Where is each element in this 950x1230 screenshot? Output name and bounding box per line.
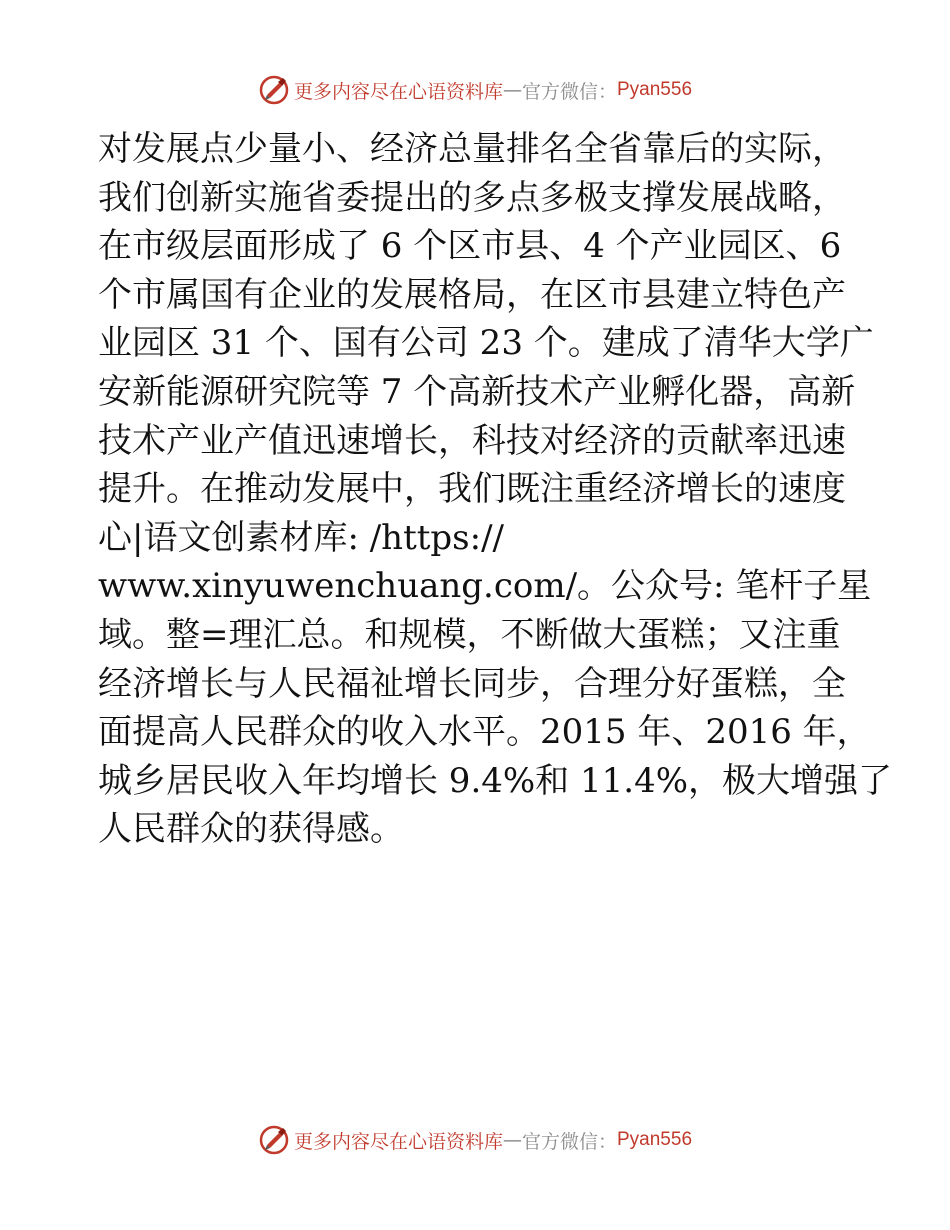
body-line: 域。整=理汇总。和规模，不断做大蛋糕；又注重 bbox=[98, 614, 841, 655]
header-dash: — bbox=[502, 79, 522, 101]
header-brand-text: 更多内容尽在心语资料库 bbox=[293, 80, 503, 103]
body-line: 提升。在推动发展中，我们既注重经济增长的速度 bbox=[98, 469, 846, 510]
footer-banner bbox=[0, 1120, 950, 1160]
footer-brand-text: 更多内容尽在心语资料库 bbox=[293, 1130, 503, 1153]
body-line: 面提高人民群众的收入水平。2015 年、2016 年， bbox=[98, 712, 871, 753]
body-line: 经济增长与人民福祉增长同步，合理分好蛋糕，全 bbox=[98, 663, 846, 704]
body-line: 个市属国有企业的发展格局，在区市县建立特色产 bbox=[98, 274, 846, 315]
body-line: 业园区 31 个、国有公司 23 个。建成了清华大学广 bbox=[98, 323, 874, 364]
brand-logo-icon bbox=[258, 74, 290, 106]
footer-wechat-label: 官方微信： bbox=[521, 1130, 617, 1153]
body-line: 技术产业产值迅速增长，科技对经济的贡献率迅速 bbox=[98, 420, 846, 461]
header-wechat-label: 官方微信： bbox=[521, 80, 617, 103]
body-line: 对发展点少量小、经济总量排名全省靠后的实际， bbox=[98, 129, 846, 169]
body-line: 心|语文创素材库: /https:// bbox=[98, 517, 504, 558]
header-banner bbox=[0, 70, 950, 110]
body-line: 城乡居民收入年均增长 9.4%和 11.4%，极大增强了 bbox=[98, 760, 893, 801]
body-line: 在市级层面形成了 6 个区市县、4 个产业园区、6 bbox=[98, 226, 842, 267]
footer-wechat-handle: Pyan556 bbox=[617, 1129, 693, 1150]
footer-dash: — bbox=[502, 1129, 522, 1151]
body-line: 人民群众的获得感。 bbox=[98, 809, 404, 850]
header-wechat-handle: Pyan556 bbox=[617, 79, 693, 100]
brand-logo-icon bbox=[258, 1124, 290, 1156]
body-line: 我们创新实施省委提出的多点多极支撑发展战略， bbox=[98, 177, 846, 218]
body-line: www.xinyuwenchuang.com/。公众号: 笔杆子星 bbox=[98, 566, 872, 607]
document-body bbox=[98, 125, 893, 854]
body-line: 安新能源研究院等 7 个高新技术产业孵化器，高新 bbox=[98, 371, 856, 412]
